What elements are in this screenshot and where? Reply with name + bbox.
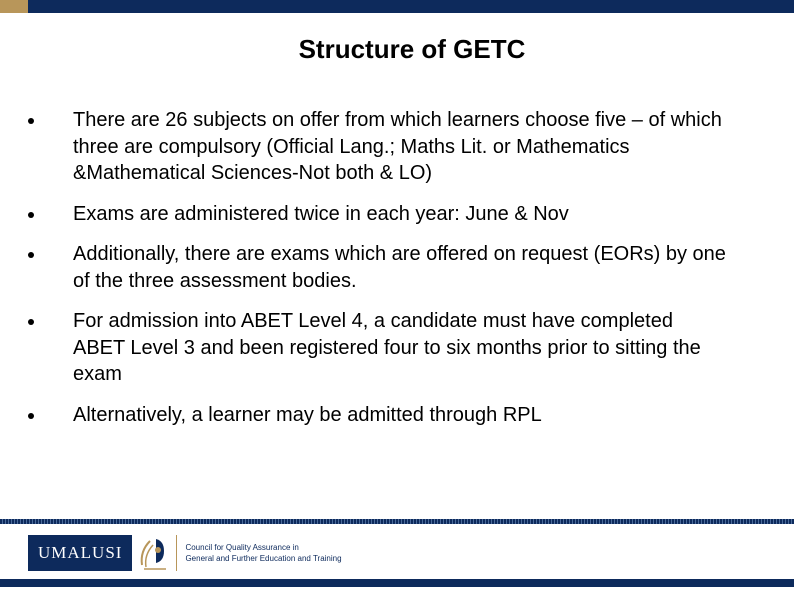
tagline-line-2: General and Further Education and Training [185,554,342,563]
bullet-item [28,201,728,228]
bullet-item [28,402,728,429]
bullet-dot-icon [28,252,34,258]
bullet-text: Additionally, there are exams which are offered on request (EORs) by one of the three assessment bodies. [73,243,726,292]
bullet-text: Alternatively, a learner may be admitted through RPL [73,403,542,426]
bullet-text: For admission into ABET Level 4, a candidate must have completed ABET Level 3 and been registered four to six months prior to sitting the exam [73,310,701,385]
bullet-item [28,107,728,187]
bullet-item [28,241,728,294]
tagline-line-1: Council for Quality Assurance in [185,543,299,552]
bullet-dot-icon [28,118,34,124]
footer-stripe-top [0,519,794,524]
logo-wordmark: UMALUSI [28,535,132,571]
bullet-dot-icon [28,212,34,218]
emblem-icon [136,533,170,573]
bullet-dot-icon [28,413,34,419]
umalusi-logo [28,533,375,573]
logo-divider [176,535,177,571]
top-header-bar [0,0,794,13]
bullet-text: Exams are administered twice in each year: June & Nov [73,202,569,225]
logo-tagline [185,542,375,564]
bullet-text: There are 26 subjects on offer from which learners choose five – of which three are compulsory (Official Lang.; Maths Lit. or Mathematics &Mathematical Sciences-Not both & LO) [73,109,722,184]
bullet-item [28,308,728,388]
bullet-dot-icon [28,319,34,325]
footer-stripe-bottom [0,579,794,587]
bullet-list [28,107,728,442]
top-accent-block [0,0,28,13]
slide-title: Structure of GETC [298,34,526,64]
